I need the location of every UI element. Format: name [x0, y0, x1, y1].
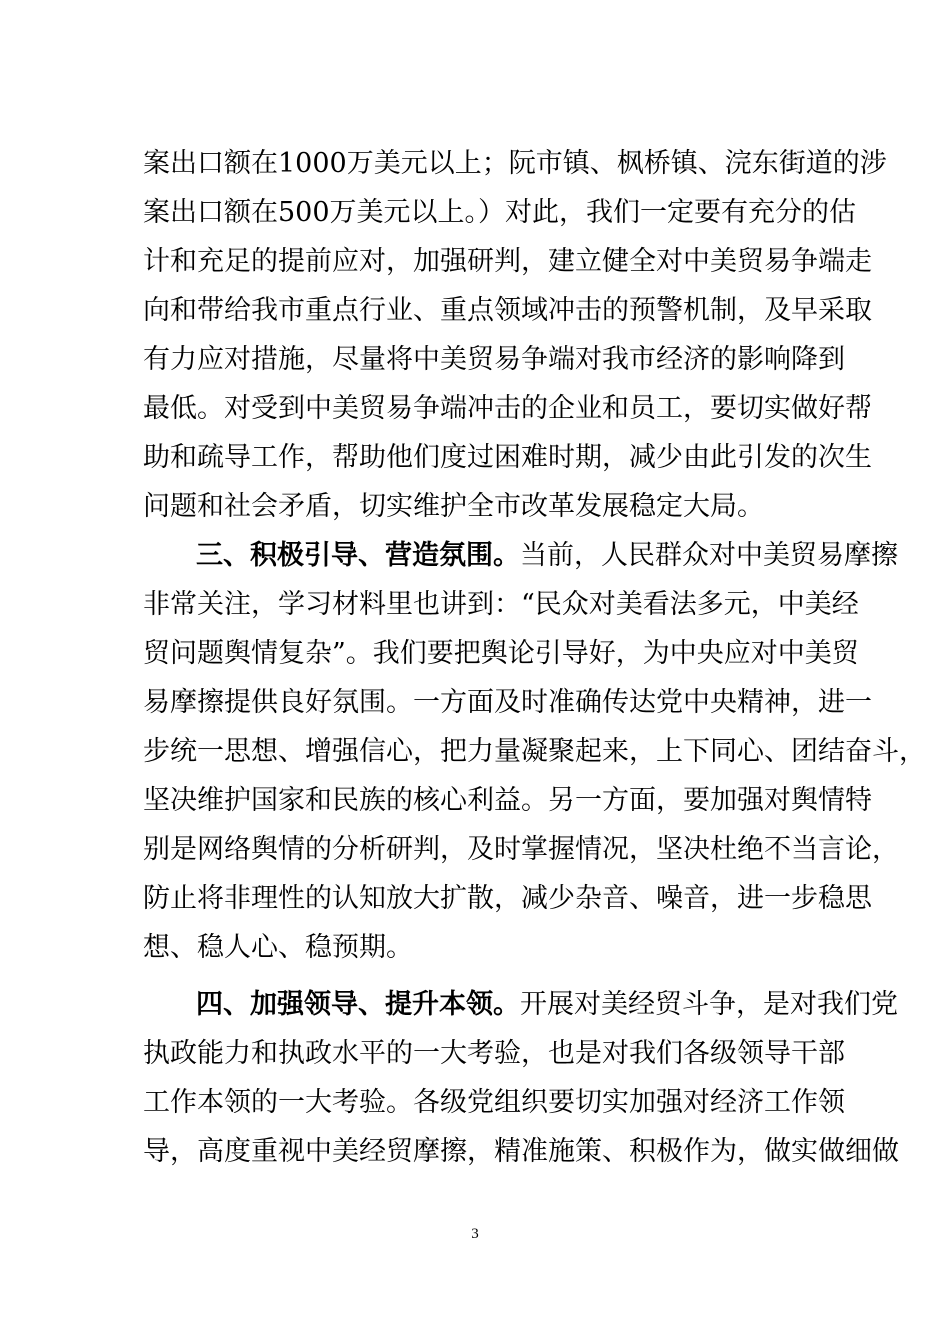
body-line: 问题和社会矛盾，切实维护全市改革发展稳定大局。 — [143, 491, 764, 522]
body-line: 别是网络舆情的分析研判，及时掌握情况，坚决杜绝不当言论， — [143, 834, 899, 865]
body-line: 导，高度重视中美经贸摩擦，精准施策、积极作为，做实做细做 — [143, 1136, 899, 1167]
body-line: 向和带给我市重点行业、重点领域冲击的预警机制，及早采取 — [143, 295, 872, 326]
body-line: 计和充足的提前应对，加强研判，建立健全对中美贸易争端走 — [143, 246, 872, 277]
body-line: 案出口额在1000万美元以上；阮市镇、枫桥镇、浣东街道的涉 — [143, 148, 887, 179]
body-line: 坚决维护国家和民族的核心利益。另一方面，要加强对舆情特 — [143, 785, 872, 816]
section-3-first-line — [196, 531, 898, 581]
section-3-heading: 三、积极引导、营造氛围。 — [196, 540, 520, 571]
body-line: 非常关注，学习材料里也讲到：“民众对美看法多元，中美经 — [143, 589, 859, 620]
body-line: 贸问题舆情复杂”。我们要把舆论引导好，为中央应对中美贸 — [143, 638, 859, 669]
page-number: 3 — [471, 1226, 479, 1242]
body-line: 有力应对措施，尽量将中美贸易争端对我市经济的影响降到 — [143, 344, 845, 375]
section-4-text: 开展对美经贸斗争，是对我们党 — [520, 989, 898, 1020]
body-line: 想、稳人心、稳预期。 — [143, 932, 413, 963]
section-4-first-line — [196, 980, 898, 1030]
section-3-text: 当前，人民群众对中美贸易摩擦 — [520, 540, 898, 571]
body-line: 工作本领的一大考验。各级党组织要切实加强对经济工作领 — [143, 1087, 845, 1118]
body-line: 易摩擦提供良好氛围。一方面及时准确传达党中央精神，进一 — [143, 687, 872, 718]
body-line: 步统一思想、增强信心，把力量凝聚起来，上下同心、团结奋斗， — [143, 736, 926, 767]
body-line: 助和疏导工作，帮助他们度过困难时期，减少由此引发的次生 — [143, 442, 872, 473]
section-4-heading: 四、加强领导、提升本领。 — [196, 989, 520, 1020]
body-line: 执政能力和执政水平的一大考验，也是对我们各级领导干部 — [143, 1038, 845, 1069]
body-line: 案出口额在500万美元以上。）对此，我们一定要有充分的估 — [143, 197, 857, 228]
body-line: 最低。对受到中美贸易争端冲击的企业和员工，要切实做好帮 — [143, 393, 872, 424]
body-line: 防止将非理性的认知放大扩散，减少杂音、噪音，进一步稳思 — [143, 883, 872, 914]
